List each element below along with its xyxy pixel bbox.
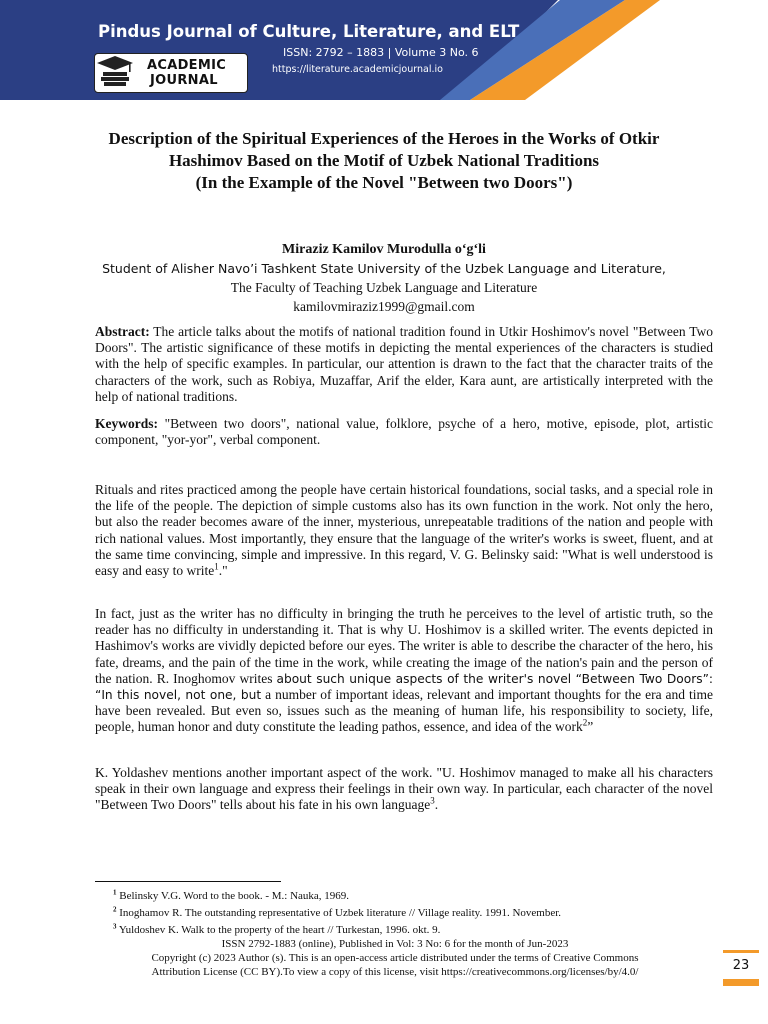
footnote-number: 3 [113,922,117,931]
abstract-text: The article talks about the motifs of national tradition found in Utkir Hoshimov's novel "Between Two Doors". The artistic significance of these motifs in depicting the mental experiences of the characters is studied with the help of specific examples. In particular, our attention is drawn to the fact that the character traits of the characters of the work, such as Robiya, Muzaffar, Arif the elder, Kara aunt, are artistically interpreted with the help of national traditions. [95,324,713,404]
title-line: (In the Example of the Novel "Between two Doors") [195,173,573,192]
keywords-text: "Between two doors", national value, folklore, psyche of a hero, motive, episode, plot, artistic component, "yor-yor", verbal component. [95,416,713,448]
journal-url-link[interactable]: https://literature.academicjournal.io [272,64,443,75]
paragraph-text-end: ” [587,719,594,735]
body-paragraph-3 [95,765,713,814]
footnote-2 [113,906,561,920]
footnote-number: 2 [113,905,117,914]
paragraph-text: In fact, just as the writer has no difficulty in bringing the truth he perceives to the level of artistic truth, so the reader has no difficulty in understanding it. That is why U. Hoshimov is a skilled writer. The events depicted in Hashimov's works are vividly depicted before our eyes. The writer is able to describe the character of the hero, his fate, dreams, and the pain of the time in the work, while creating the image of the nation's pain and the person of the nation. R. Inoghomov writes [95,606,713,686]
academic-journal-logo [94,53,248,93]
issn-volume: ISSN: 2792 – 1883 | Volume 3 No. 6 [283,46,479,59]
footnote-ref-1[interactable]: 1 [214,561,219,572]
footer-issn-line: ISSN 2792-1883 (online), Published in Vol: 3 No: 6 for the month of Jun-2023 [221,938,569,950]
author-name: Miraziz Kamilov Murodulla o‘g‘li [282,242,486,257]
author-email: kamilovmiraziz1999@gmail.com [293,299,475,314]
abstract [95,324,713,405]
footnote-number: 1 [113,888,117,897]
footnote-3 [113,923,440,937]
journal-title: Pindus Journal of Culture, Literature, and ELT [98,22,520,41]
footnote-text: Belinsky V.G. Word to the book. - M.: Nauka, 1969. [116,890,350,902]
publication-footer [95,937,695,979]
keywords-label: Keywords: [95,416,158,431]
journal-header-banner [0,0,768,100]
title-line: Description of the Spiritual Experiences of the Heroes in the Works of Otkir [108,129,660,148]
logo-word-academic: ACADEMIC [147,58,227,73]
paragraph-quote-start: about such unique aspects of the writer's novel “Between Two Doors”: “In this novel, not one, but [95,671,713,703]
author-affiliation: Student of Alisher Navo’i Tashkent State University of the Uzbek Language and Literature, [102,261,666,276]
abstract-label: Abstract: [95,324,150,339]
footnote-divider [95,881,281,882]
footnote-text: Yuldoshev K. Walk to the property of the heart // Turkestan, 1996. okt. 9. [116,924,441,936]
footer-copyright-line: Copyright (c) 2023 Author (s). This is an open-access article distributed under the terms of Creative Commons [151,952,639,964]
footnote-1 [113,889,349,903]
author-info [80,240,688,316]
body-paragraph-2 [95,606,713,736]
paragraph-text: K. Yoldashev mentions another important aspect of the work. "U. Hoshimov managed to make all his characters speak in their own language and express their feelings in their own way. In particular, each character of the novel "Between Two Doors" tells about his fate in his own language [95,765,713,813]
footnote-ref-2[interactable]: 2 [582,717,588,728]
graduation-cap-books-icon [95,54,135,88]
author-faculty: The Faculty of Teaching Uzbek Language and Literature [230,280,538,295]
footnote-text: Inoghamov R. The outstanding representative of Uzbek literature // Village reality. 1991. November. [116,907,562,919]
title-line: Hashimov Based on the Motif of Uzbek National Traditions [168,151,600,170]
keywords [95,416,713,448]
body-paragraph-1 [95,482,713,579]
paragraph-text-continued: a number of important ideas, relevant and important thoughts for the era and time have been revealed. But even so, issues such as the meaning of human life, his responsibility to society, life, people, human honor and duty constitute the leading pathos, essence, and idea of the work [95,687,713,735]
paragraph-text-end: . [434,797,439,813]
paragraph-text: Rituals and rites practiced among the people have certain historical foundations, social tasks, and a special role in the life of the people. The depiction of simple customs also has its own function in the work. Not only the hero, but also the reader becomes aware of the inner, mysterious, unrepeatable traditions of the nation and people with rich national values. Most importantly, they ensure that the language of the writer's works is sweet, fluent, and at the same time convincing, simple and impressive. In this regard, V. G. Belinsky said: "What is well understood is easy and easy to write [95,482,713,579]
paragraph-text-end: ." [218,563,228,579]
page-number: 23 [723,950,759,986]
footer-license-line: Attribution License (CC BY).To view a copy of this license, visit https://creativecommons.org/licenses/by/4.0/ [151,966,639,978]
article-title [80,128,688,194]
footnote-ref-3[interactable]: 3 [430,795,435,806]
logo-word-journal: JOURNAL [150,73,218,88]
